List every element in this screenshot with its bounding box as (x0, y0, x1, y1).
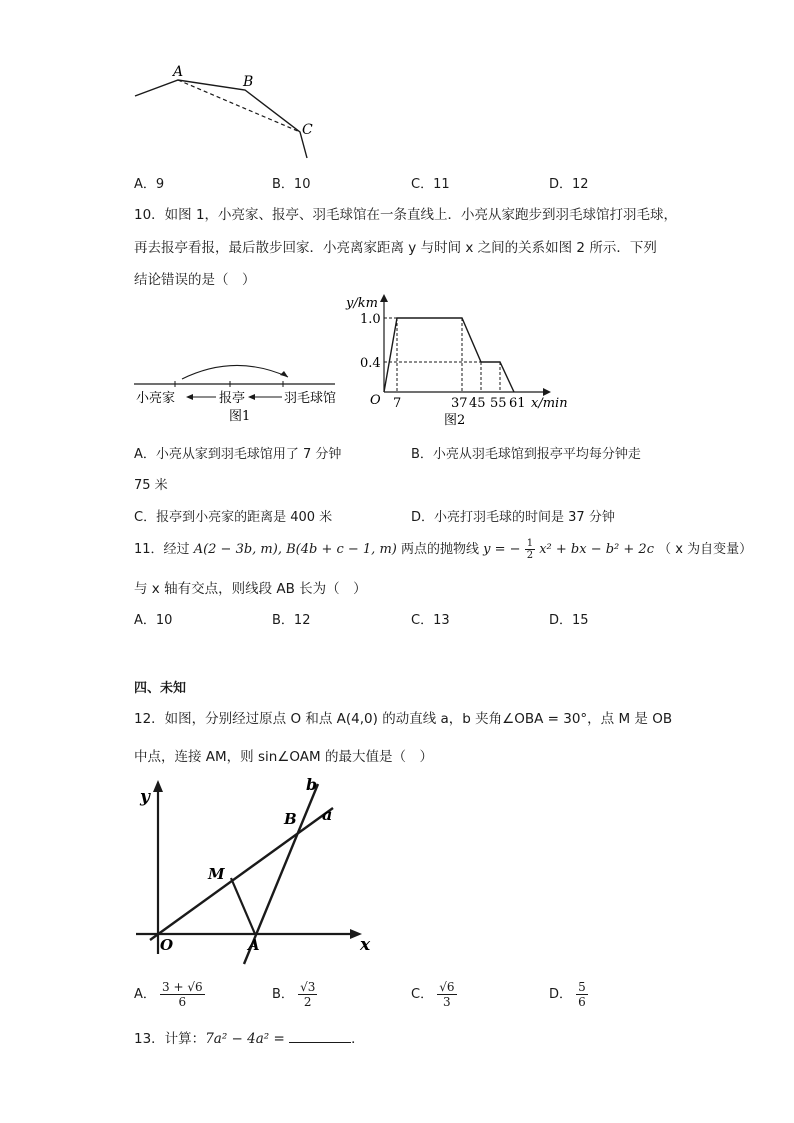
q10-option-b-cont: 75 米 (134, 478, 168, 493)
fig2-y-label: y/km (346, 296, 378, 311)
q12-option-d-fraction (576, 980, 588, 1009)
q13-expression: 7a² − 4a² = (205, 1031, 285, 1047)
q12-option-a[interactable] (134, 980, 205, 1009)
fig2-ytick-0.4: 0.4 (360, 356, 381, 371)
fig1-label-home: 小亮家 (136, 391, 176, 406)
fig1-arc-arrow (182, 365, 288, 379)
q12-option-a-den: 6 (178, 995, 187, 1009)
q12-segment-am (231, 878, 255, 934)
q12-line-2: 中点，连接 AM，则 sin∠OAM 的最大值是（ ） (134, 749, 433, 765)
fig1-label-kiosk: 报亭 (219, 391, 246, 406)
q9-label-b: B (243, 74, 254, 90)
q10-option-b[interactable]: B．小亮从羽毛球馆到报亭平均每分钟走 (411, 447, 641, 462)
q9-figure (130, 60, 330, 165)
q13-suffix: ． (351, 1031, 365, 1047)
q12-option-b-den: 2 (303, 995, 312, 1009)
q11-option-b[interactable]: B．12 (272, 613, 311, 628)
q11-line-1 (134, 538, 752, 561)
q12-option-b-fraction (298, 980, 317, 1009)
q12-option-a-label: A． (134, 987, 156, 1002)
q12-line-a (150, 808, 333, 940)
q12-option-b-label: B． (272, 987, 294, 1002)
q11-frac-den: 2 (526, 550, 534, 561)
q12-label-x: x (360, 935, 371, 955)
q12-label-o: O (160, 936, 174, 954)
fig2-distance-line (384, 318, 514, 392)
fig2-xtick-7: 7 (393, 396, 402, 411)
q10-option-c[interactable]: C．报亭到小亮家的距离是 400 米 (134, 510, 333, 525)
fig2-xtick-45: 45 (469, 396, 486, 411)
fig2-xtick-37: 37 (451, 396, 468, 411)
q10-figure-2 (340, 292, 575, 430)
q11-suffix: （ x 为自变量） (658, 542, 753, 557)
fig2-ytick-1.0: 1.0 (360, 312, 381, 327)
q12-label-y: y (140, 787, 150, 807)
q11-prefix: 11．经过 (134, 542, 190, 557)
q11-option-d[interactable]: D．15 (549, 613, 589, 628)
fig2-caption: 图2 (444, 413, 466, 428)
q12-option-d-num: 5 (578, 980, 586, 994)
q12-label-line-a: a (322, 805, 333, 824)
q10-option-d[interactable]: D．小亮打羽毛球的时间是 37 分钟 (411, 510, 615, 525)
q12-option-d-den: 6 (578, 995, 586, 1009)
fig1-label-gym: 羽毛球馆 (284, 391, 337, 406)
q10-line-2: 再去报亭看报，最后散步回家．小亮离家距离 y 与时间 x 之间的关系如图 2 所示．下列 (134, 240, 657, 256)
q11-formula-lhs: y = − (483, 542, 521, 557)
q9-option-a[interactable]: A．9 (134, 177, 165, 192)
q12-option-c[interactable] (411, 980, 457, 1009)
q13-answer-blank[interactable] (289, 1030, 351, 1043)
q12-figure (128, 774, 378, 970)
q12-option-d[interactable] (549, 980, 588, 1009)
fig2-x-label: x/min (531, 396, 568, 411)
q9-option-d[interactable]: D．12 (549, 177, 589, 192)
q12-option-c-num: √6 (439, 980, 455, 994)
q12-option-c-den: 3 (443, 995, 451, 1009)
q9-option-b[interactable]: B．10 (272, 177, 311, 192)
q12-label-m: M (208, 865, 225, 883)
q12-option-a-num: 3 + √6 (162, 980, 203, 994)
fig2-origin: O (370, 393, 381, 408)
q9-label-a: A (173, 64, 184, 80)
q12-option-c-label: C． (411, 987, 434, 1002)
q10-line-3: 结论错误的是（ ） (134, 272, 256, 288)
q9-label-c: C (302, 122, 313, 138)
q9-polyline (135, 80, 307, 158)
section-4-title: 四、未知 (134, 681, 187, 696)
q12-option-b[interactable] (272, 980, 317, 1009)
q13-prefix: 13．计算： (134, 1031, 206, 1047)
fig2-xtick-61: 61 (509, 396, 526, 411)
fig2-xtick-55: 55 (490, 396, 507, 411)
q10-line-1: 10．如图 1，小亮家、报亭、羽毛球馆在一条直线上．小亮从家跑步到羽毛球馆打羽毛球， (134, 207, 678, 223)
q9-option-c[interactable]: C．11 (411, 177, 450, 192)
q12-option-c-fraction (437, 980, 456, 1009)
q12-option-d-label: D． (549, 987, 573, 1002)
q11-fraction (525, 538, 535, 561)
q12-label-line-b: b (306, 775, 318, 794)
q11-option-a[interactable]: A．10 (134, 613, 173, 628)
q11-formula-rhs: x² + bx − b² + 2c (539, 542, 654, 557)
fig1-caption: 图1 (229, 409, 251, 424)
q12-option-a-fraction (160, 980, 205, 1009)
q11-frac-num: 1 (526, 538, 534, 549)
q9-dashed-ac (178, 80, 300, 132)
q12-label-a-point: A (248, 936, 260, 954)
q11-line-2: 与 x 轴有交点，则线段 AB 长为（ ） (134, 581, 367, 597)
q10-option-a[interactable]: A．小亮从家到羽毛球馆用了 7 分钟 (134, 447, 342, 462)
q12-label-b-point: B (284, 810, 297, 828)
q13-line (134, 1027, 365, 1047)
q11-mid: 两点的抛物线 (401, 542, 480, 557)
q12-option-b-num: √3 (300, 980, 316, 994)
q10-figure-1 (130, 355, 355, 430)
q11-points: A(2 − 3b, m), B(4b + c − 1, m) (193, 542, 397, 557)
q12-line-1: 12．如图，分别经过原点 O 和点 A(4,0) 的动直线 a，b 夹角∠OBA = 30°，点 M 是 OB (134, 711, 673, 727)
q11-option-c[interactable]: C．13 (411, 613, 450, 628)
